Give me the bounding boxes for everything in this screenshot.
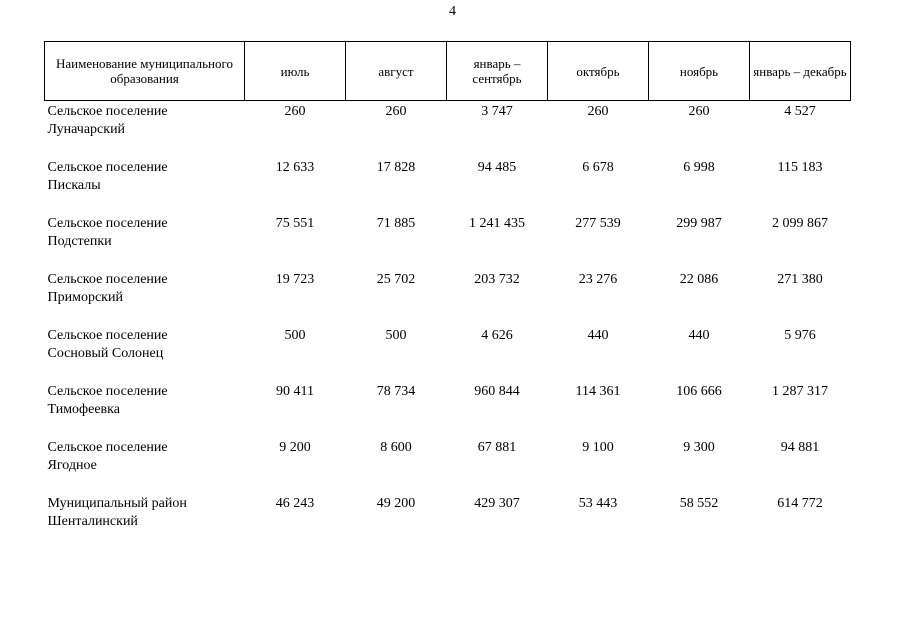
table-header — [45, 42, 851, 101]
value-cell: 9 300 — [683, 439, 715, 455]
municipality-name-line: Сельское поселение — [47, 383, 168, 399]
value-cell: 500 — [385, 327, 407, 343]
value-cell: 1 241 435 — [469, 215, 525, 231]
header-row — [45, 42, 851, 101]
value-cell: 49 200 — [376, 495, 416, 511]
value-cell: 299 987 — [676, 215, 722, 231]
value-cell: 94 485 — [477, 159, 517, 175]
value-cell: 67 881 — [477, 439, 517, 455]
table-row — [45, 437, 851, 493]
value-cell: 78 734 — [376, 383, 416, 399]
value-cell: 22 086 — [679, 271, 719, 287]
value-cell: 5 976 — [784, 327, 816, 343]
value-cell: 94 881 — [780, 439, 820, 455]
value-cell: 4 626 — [481, 327, 513, 343]
municipality-name-cell — [45, 213, 245, 269]
value-cell: 71 885 — [376, 215, 416, 231]
value-cell: 106 666 — [676, 383, 722, 399]
table-body — [45, 101, 851, 551]
value-cell: 203 732 — [474, 271, 520, 287]
value-cell: 17 828 — [376, 159, 416, 175]
value-cell: 6 998 — [683, 159, 715, 175]
value-cell: 4 527 — [784, 104, 816, 119]
value-cell: 8 600 — [380, 439, 412, 455]
value-cell: 2 099 867 — [772, 215, 828, 231]
value-cell: 277 539 — [575, 215, 621, 231]
municipality-name-line: Сельское поселение — [47, 104, 168, 119]
value-cell: 440 — [587, 327, 609, 343]
municipality-name-cell — [45, 381, 245, 437]
header-jan-dec: январь – декабрь — [750, 42, 851, 101]
municipality-name-line: Сельское поселение — [47, 159, 168, 175]
header-jan-sep: январь – сентябрь — [447, 42, 548, 101]
municipality-name-line: Тимофеевка — [47, 401, 120, 417]
value-cell: 75 551 — [275, 215, 315, 231]
value-cell: 9 100 — [582, 439, 614, 455]
value-cell: 271 380 — [777, 271, 823, 287]
table-row — [45, 213, 851, 269]
header-october: октябрь — [548, 42, 649, 101]
value-cell: 429 307 — [474, 495, 520, 511]
table-row — [45, 493, 851, 551]
page-number: 4 — [449, 4, 456, 19]
municipality-name-cell — [45, 325, 245, 381]
value-cell: 58 552 — [679, 495, 719, 511]
value-cell: 260 — [688, 104, 710, 119]
municipality-name-line: Сельское поселение — [47, 271, 168, 287]
municipality-name-line: Сельское поселение — [47, 215, 168, 231]
municipality-name-line: Подстепки — [47, 233, 112, 249]
table-row — [45, 269, 851, 325]
value-cell: 260 — [385, 104, 407, 119]
value-cell: 260 — [284, 104, 306, 119]
municipality-name-cell — [45, 269, 245, 325]
value-cell: 9 200 — [279, 439, 311, 455]
value-cell: 25 702 — [376, 271, 416, 287]
municipality-name-line: Луначарский — [47, 122, 126, 137]
municipality-name-line: Сельское поселение — [47, 327, 168, 343]
value-cell: 12 633 — [275, 159, 315, 175]
table-row — [45, 325, 851, 381]
value-cell: 114 361 — [575, 383, 621, 399]
header-municipality: Наименование муниципального образования — [45, 42, 245, 101]
header-august: август — [346, 42, 447, 101]
value-cell: 960 844 — [474, 383, 520, 399]
data-table — [44, 41, 851, 551]
value-cell: 614 772 — [777, 495, 823, 511]
header-november: ноябрь — [649, 42, 750, 101]
value-cell: 53 443 — [578, 495, 618, 511]
value-cell: 260 — [587, 104, 609, 119]
value-cell: 23 276 — [578, 271, 618, 287]
municipality-name-cell — [45, 101, 245, 157]
municipality-name-line: Ягодное — [47, 457, 97, 473]
value-cell: 1 287 317 — [772, 383, 828, 399]
municipality-name-line: Приморский — [47, 289, 123, 305]
value-cell: 115 183 — [777, 159, 823, 175]
table-row — [45, 157, 851, 213]
table-row — [45, 381, 851, 437]
municipality-name-cell — [45, 493, 245, 551]
value-cell: 19 723 — [275, 271, 315, 287]
value-cell: 6 678 — [582, 159, 614, 175]
municipality-name-line: Сельское поселение — [47, 439, 168, 455]
municipality-name-line: Шенталинский — [47, 513, 138, 529]
value-cell: 500 — [284, 327, 306, 343]
municipality-name-line: Пискалы — [47, 177, 101, 193]
municipality-name-cell — [45, 157, 245, 213]
value-cell: 440 — [688, 327, 710, 343]
municipality-name-line: Сосновый Солонец — [47, 345, 164, 361]
municipality-name-cell — [45, 437, 245, 493]
value-cell: 46 243 — [275, 495, 315, 511]
municipality-name-line: Муниципальный район — [47, 495, 187, 511]
value-cell: 90 411 — [276, 383, 314, 399]
header-july: июль — [245, 42, 346, 101]
value-cell: 3 747 — [481, 104, 513, 119]
table-row — [45, 101, 851, 157]
